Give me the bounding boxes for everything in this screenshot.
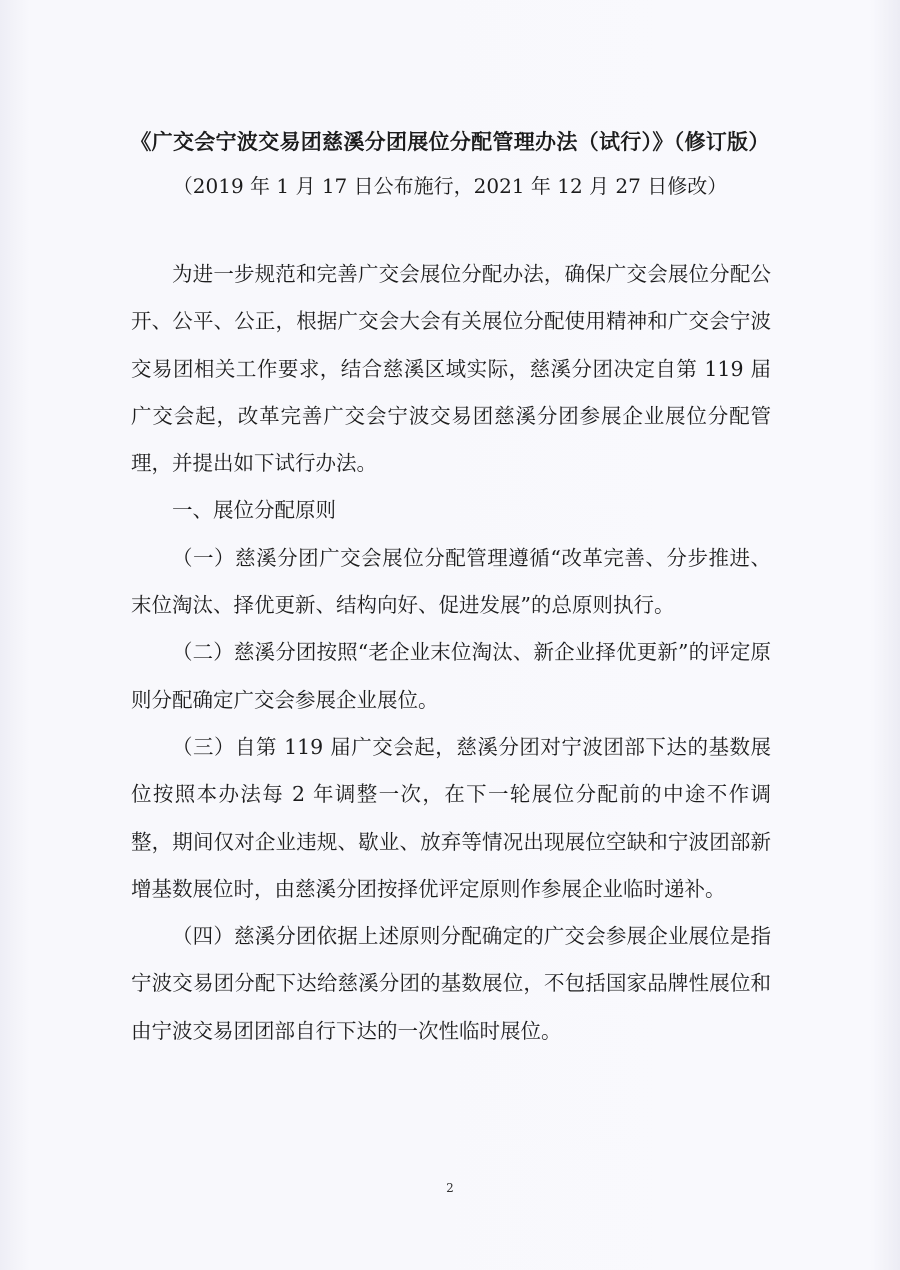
paragraph-item-3: （三）自第 119 届广交会起，慈溪分团对宁波团部下达的基数展位按照本办法每 2 年调整一次，在下一轮展位分配前的中途不作调整，期间仅对企业违规、歇业、放弃等情况出现展位空缺和宁波团部新增基数展位时，由慈溪分团按择优评定原则作参展企业临时递补。 bbox=[131, 734, 771, 901]
paragraph-item-4: （四）慈溪分团依据上述原则分配确定的广交会参展企业展位是指宁波交易团分配下达给慈溪分团的基数展位，不包括国家品牌性展位和由宁波交易团团部自行下达的一次性临时展位。 bbox=[131, 924, 771, 1043]
document-title: 《广交会宁波交易团慈溪分团展位分配管理办法（试行）》（修订版） bbox=[130, 130, 770, 154]
section-heading: 一、展位分配原则 bbox=[172, 498, 336, 523]
paragraph-item-2: （二）慈溪分团按照“老企业末位淘汰、新企业择优更新”的评定原则分配确定广交会参展企业展位。 bbox=[131, 640, 771, 712]
document-body bbox=[131, 251, 771, 1055]
document-subtitle: （2019 年 1 月 17 日公布施行，2021 年 12 月 27 日修改） bbox=[172, 174, 728, 198]
page-number: 2 bbox=[446, 1181, 454, 1195]
paragraph-item-1: （一）慈溪分团广交会展位分配管理遵循“改革完善、分步推进、末位淘汰、择优更新、结构向好、促进发展”的总原则执行。 bbox=[131, 545, 771, 618]
paragraph-intro: 为进一步规范和完善广交会展位分配办法，确保广交会展位分配公开、公平、公正，根据广交会大会有关展位分配使用精神和广交会宁波交易团相关工作要求，结合慈溪区域实际，慈溪分团决定自第 119 届广交会起，改革完善广交会宁波交易团慈溪分团参展企业展位分配管理，并提出如下试行办法。 bbox=[131, 262, 771, 476]
